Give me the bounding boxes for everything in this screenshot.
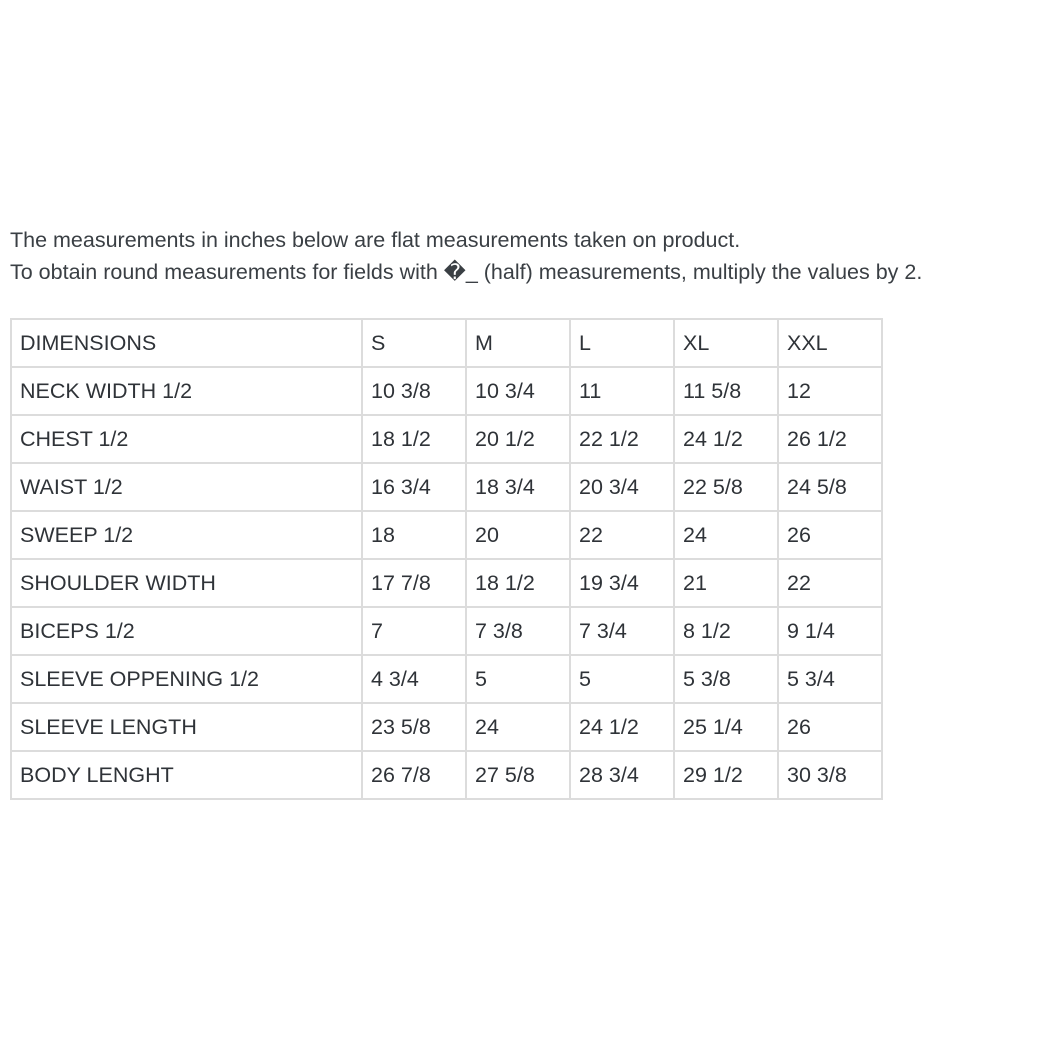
table-cell: 24 1/2 xyxy=(570,703,674,751)
header-cell-xxl: XXL xyxy=(778,319,882,367)
table-cell: 23 5/8 xyxy=(362,703,466,751)
table-cell: 11 xyxy=(570,367,674,415)
row-label: SHOULDER WIDTH xyxy=(11,559,362,607)
table-cell: 26 xyxy=(778,703,882,751)
row-label: BODY LENGHT xyxy=(11,751,362,799)
intro-line-2: To obtain round measurements for fields with �_ (half) measurements, multiply the values by 2. xyxy=(10,260,923,284)
table-cell: 26 xyxy=(778,511,882,559)
table-cell: 4 3/4 xyxy=(362,655,466,703)
table-row-shoulder-width xyxy=(11,559,882,607)
table-cell: 5 xyxy=(466,655,570,703)
table-cell: 21 xyxy=(674,559,778,607)
table-row-neck-width xyxy=(11,367,882,415)
size-chart-body xyxy=(11,319,882,799)
table-cell: 9 1/4 xyxy=(778,607,882,655)
header-cell-s: S xyxy=(362,319,466,367)
table-cell: 26 1/2 xyxy=(778,415,882,463)
table-cell: 28 3/4 xyxy=(570,751,674,799)
table-cell: 18 1/2 xyxy=(362,415,466,463)
table-cell: 18 xyxy=(362,511,466,559)
table-row-sleeve-opening xyxy=(11,655,882,703)
table-cell: 22 xyxy=(778,559,882,607)
table-cell: 11 5/8 xyxy=(674,367,778,415)
size-chart-table xyxy=(10,318,883,800)
table-row-sweep xyxy=(11,511,882,559)
table-cell: 18 1/2 xyxy=(466,559,570,607)
row-label: SWEEP 1/2 xyxy=(11,511,362,559)
table-row-chest xyxy=(11,415,882,463)
table-cell: 10 3/4 xyxy=(466,367,570,415)
table-cell: 20 3/4 xyxy=(570,463,674,511)
table-cell: 5 3/8 xyxy=(674,655,778,703)
table-cell: 25 1/4 xyxy=(674,703,778,751)
table-header-row xyxy=(11,319,882,367)
table-cell: 5 3/4 xyxy=(778,655,882,703)
table-cell: 18 3/4 xyxy=(466,463,570,511)
table-cell: 22 5/8 xyxy=(674,463,778,511)
table-cell: 12 xyxy=(778,367,882,415)
row-label: CHEST 1/2 xyxy=(11,415,362,463)
intro-line-1: The measurements in inches below are flat measurements taken on product. xyxy=(10,228,741,252)
table-row-waist xyxy=(11,463,882,511)
table-cell: 17 7/8 xyxy=(362,559,466,607)
table-cell: 22 1/2 xyxy=(570,415,674,463)
row-label: NECK WIDTH 1/2 xyxy=(11,367,362,415)
table-cell: 24 1/2 xyxy=(674,415,778,463)
table-cell: 8 1/2 xyxy=(674,607,778,655)
table-row-biceps xyxy=(11,607,882,655)
table-cell: 7 xyxy=(362,607,466,655)
table-cell: 20 xyxy=(466,511,570,559)
table-cell: 5 xyxy=(570,655,674,703)
table-cell: 26 7/8 xyxy=(362,751,466,799)
table-cell: 22 xyxy=(570,511,674,559)
header-cell-l: L xyxy=(570,319,674,367)
table-cell: 24 xyxy=(466,703,570,751)
table-cell: 7 3/4 xyxy=(570,607,674,655)
table-cell: 30 3/8 xyxy=(778,751,882,799)
table-cell: 16 3/4 xyxy=(362,463,466,511)
table-cell: 20 1/2 xyxy=(466,415,570,463)
table-cell: 7 3/8 xyxy=(466,607,570,655)
row-label: WAIST 1/2 xyxy=(11,463,362,511)
table-row-sleeve-length xyxy=(11,703,882,751)
row-label: BICEPS 1/2 xyxy=(11,607,362,655)
intro-text xyxy=(10,224,1040,288)
header-cell-dimensions: DIMENSIONS xyxy=(11,319,362,367)
table-cell: 19 3/4 xyxy=(570,559,674,607)
table-row-body-length xyxy=(11,751,882,799)
row-label: SLEEVE LENGTH xyxy=(11,703,362,751)
table-cell: 27 5/8 xyxy=(466,751,570,799)
table-cell: 29 1/2 xyxy=(674,751,778,799)
table-cell: 10 3/8 xyxy=(362,367,466,415)
header-cell-xl: XL xyxy=(674,319,778,367)
table-cell: 24 xyxy=(674,511,778,559)
header-cell-m: M xyxy=(466,319,570,367)
table-cell: 24 5/8 xyxy=(778,463,882,511)
row-label: SLEEVE OPPENING 1/2 xyxy=(11,655,362,703)
